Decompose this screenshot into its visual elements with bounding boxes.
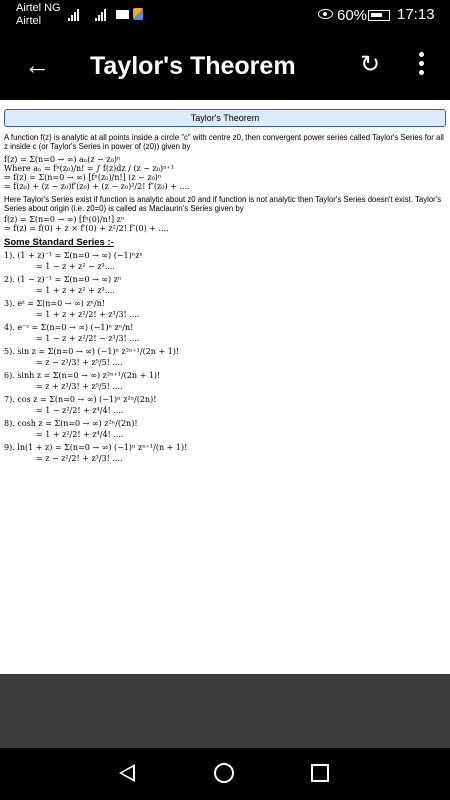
nav-recents-icon[interactable]	[311, 764, 329, 782]
series-heading: Some Standard Series :-	[4, 237, 114, 248]
mail-icon	[116, 10, 129, 19]
content-area[interactable]	[0, 100, 450, 674]
series-item-6: 6). sinh z = Σ(n=0 → ∞) z²ⁿ⁺¹/(2n + 1)!	[4, 371, 161, 380]
series-expansion-9: = z − z²/2! + z³/3! ....	[36, 454, 123, 463]
carrier-names	[16, 2, 61, 28]
app-notification-icon	[133, 8, 143, 20]
series-expansion-1: = 1 − z + z² − z³....	[36, 262, 115, 271]
page-title: Taylor's Theorem	[90, 52, 296, 80]
battery-icon	[368, 10, 390, 21]
equation-3: ⇒ f(z) = Σ(n=0 → ∞) [fⁿ(z₀)/n!] (z − z₀)ⁿ	[4, 173, 162, 182]
series-expansion-7: = 1 − z²/2! + z⁴/4! ....	[36, 406, 124, 415]
nav-back-icon[interactable]	[119, 764, 135, 782]
equation-4: = f(z₀) + (z − z₀)f′(z₀) + (z − z₀)²/2! f″(z₀) + ....	[4, 182, 190, 191]
more-options-icon[interactable]	[419, 52, 425, 79]
back-arrow-icon[interactable]: ←	[24, 50, 50, 80]
carrier-2: Airtel	[16, 15, 42, 27]
series-item-8: 8). cosh z = Σ(n=0 → ∞) z²ⁿ/(2n)!	[4, 419, 138, 428]
signal-icon-2	[95, 9, 106, 21]
intro-text: A function f(z) is analytic at all points inside a circle "c" with centre z0, then convergent power series called Taylor's Series for all z inside c (or Taylor's Series in power of (z0)) given by	[4, 133, 444, 151]
topic-title: Taylor's Theorem	[4, 109, 446, 127]
series-item-1: 1). (1 + z)⁻¹ = Σ(n=0 → ∞) (−1)ⁿzⁿ	[4, 251, 143, 260]
equation-2: Where aₙ = fⁿ(z₀)/n! = ∫ f(z)dz / (z − z₀)ⁿ⁺¹	[4, 164, 174, 173]
series-item-3: 3). eᶻ = Σ(n=0 → ∞) zⁿ/n!	[4, 299, 106, 308]
refresh-icon[interactable]: ↻	[360, 51, 381, 78]
status-bar	[0, 0, 450, 32]
bottom-panel	[0, 674, 450, 748]
series-item-2: 2). (1 − z)⁻¹ = Σ(n=0 → ∞) zⁿ	[4, 275, 122, 284]
series-item-4: 4). e⁻ᶻ = Σ(n=0 → ∞) (−1)ⁿ zⁿ/n!	[4, 323, 134, 332]
series-item-9: 9). ln(1 + z) = Σ(n=0 → ∞) (−1)ⁿ zⁿ⁺¹/(n + 1)!	[4, 443, 188, 452]
signal-icon	[68, 9, 79, 21]
carrier-1: Airtel NG	[16, 2, 61, 14]
eye-icon	[318, 9, 333, 19]
series-expansion-4: = 1 − z + z²/2! − z³/3! ....	[36, 334, 140, 343]
series-item-5: 5). sin z = Σ(n=0 → ∞) (−1)ⁿ z²ⁿ⁺¹/(2n + 1)!	[4, 347, 180, 356]
series-expansion-8: = 1 + z²/2! + z⁴/4! ....	[36, 430, 124, 439]
clock: 17:13	[397, 6, 435, 23]
series-item-7: 7). cos z = Σ(n=0 → ∞) (−1)ⁿ z²ⁿ/(2n)!	[4, 395, 157, 404]
maclaurin-text: Here Taylor's Series exist if function is analytic about z0 and if function is not analytic then Taylor's Series doesn't exist. Taylor's Series about origin (i.e. z0=0) is called as Maclaurin's Series given by	[4, 195, 442, 213]
series-expansion-6: = z + z³/3! + z⁵/5! ....	[36, 382, 123, 391]
nav-home-icon[interactable]	[214, 763, 234, 783]
series-expansion-2: = 1 + z + z² + z³....	[36, 286, 115, 295]
equation-6: ⇒ f(z) = f(0) + z × f′(0) + z²/2! f″(0) + ....	[4, 224, 169, 233]
series-expansion-5: = z − z³/3! + z⁵/5! ....	[36, 358, 123, 367]
equation-5: f(z) = Σ(n=0 → ∞) [fⁿ(0)/n!] zⁿ	[4, 215, 125, 224]
app-bar	[0, 32, 450, 100]
battery-percent: 60%	[337, 7, 368, 24]
equation-1: f(z) = Σ(n=0 → ∞) aₙ(z − z₀)ⁿ	[4, 155, 121, 164]
system-nav-bar	[0, 748, 450, 800]
series-expansion-3: = 1 + z + z²/2! + z³/3! ....	[36, 310, 140, 319]
